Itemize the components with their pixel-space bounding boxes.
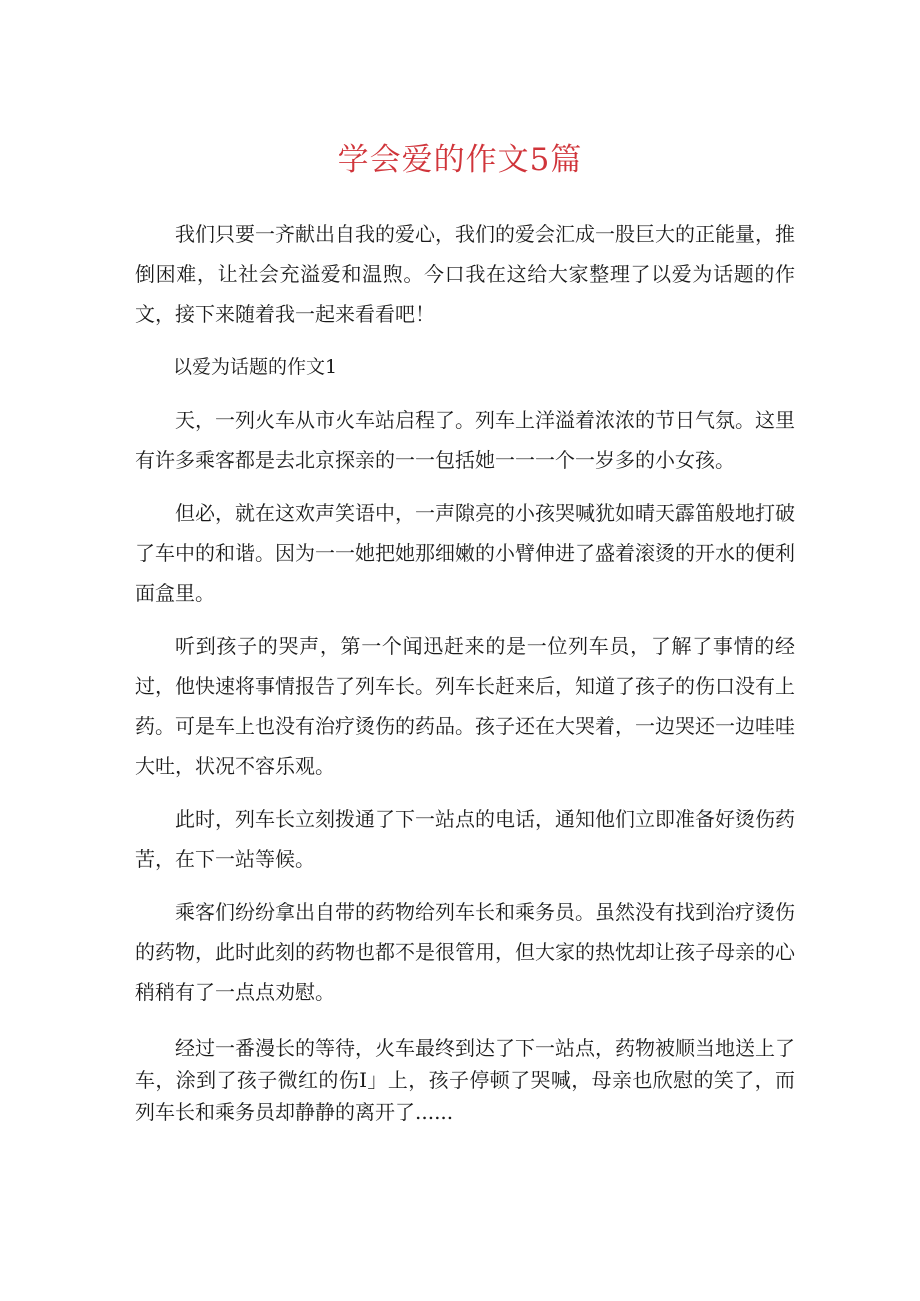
intro-paragraph: 我们只要一齐献出自我的爱心，我们的爱会汇成一股巨大的正能量，推倒困难，让社会充溢爱和温煦。今口我在这给大家整理了以爱为话题的作文，接下来随着我一起来看看吧！ [135, 222, 795, 326]
section-heading: 以爱为话题的作文1 [173, 356, 338, 378]
body-paragraph: 天，一列火车从市火车站启程了。列车上洋溢着浓浓的节日气氛。这里有许多乘客都是去北京探亲的一一包括她一一一个一岁多的小女孩。 [135, 408, 795, 472]
document-body [135, 214, 795, 1128]
body-paragraph: 乘客们纷纷拿出自带的药物给列车长和乘务员。虽然没有找到治疗烫伤的药物，此时此刻的药物也都不是很管用，但大家的热忱却让孩子母亲的心稍稍有了一点点劝慰。 [135, 900, 795, 1004]
body-paragraph: 但必，就在这欢声笑语中，一声隙亮的小孩哭喊犹如晴天霹笛般地打破了车中的和谐。因为一一她把她那细嫩的小臂伸进了盛着滚烫的开水的便利面盒里。 [135, 501, 795, 605]
body-paragraph: 经过一番漫长的等待，火车最终到达了下一站点，药物被顺当地送上了车，涂到了孩子微红的伤I」上，孩子停顿了哭喊，母亲也欣慰的笑了，而列车长和乘务员却静静的离开了...... [135, 1036, 795, 1124]
body-paragraph: 听到孩子的哭声，第一个闻迅赶来的是一位列车员，了解了事情的经过，他快速将事情报告了列车长。列车长赶来后，知道了孩子的伤口没有上药。可是车上也没有治疗烫伤的药品。孩子还在大哭着，一边哭还一边哇哇大吐，状况不容乐观。 [135, 634, 795, 778]
body-paragraph: 此时，列车长立刻拨通了下一站点的电话，通知他们立即准备好烫伤药苦，在下一站等候。 [135, 807, 795, 871]
document-title: 学会爱的作文5篇 [337, 142, 583, 178]
